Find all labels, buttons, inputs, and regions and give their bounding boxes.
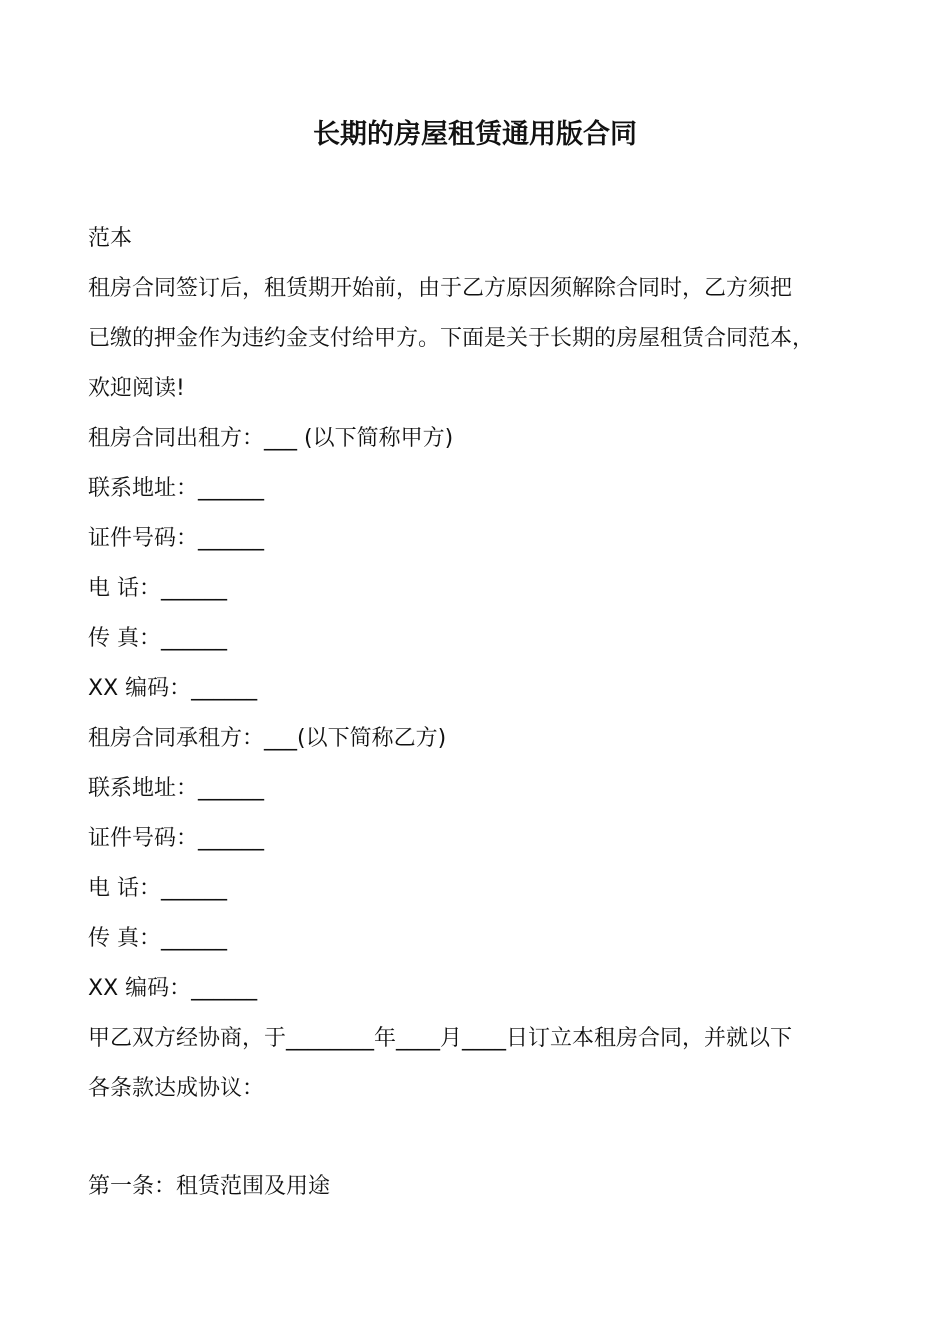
section-spacer bbox=[88, 1114, 878, 1162]
lessor-phone-field: 电 话：______ bbox=[88, 576, 227, 601]
lessor-id-field: 证件号码：______ bbox=[88, 526, 265, 551]
section-heading-article-1: 第一条：租赁范围及用途 bbox=[88, 1174, 331, 1199]
agreement-sentence-line-2: 各条款达成协议： bbox=[88, 1076, 265, 1101]
template-label: 范本 bbox=[88, 226, 133, 251]
lessee-fax-field: 传 真：______ bbox=[88, 926, 227, 951]
lessor-fax-field: 传 真：______ bbox=[88, 626, 227, 651]
intro-paragraph-line-3: 欢迎阅读! bbox=[88, 376, 185, 401]
lessee-phone-field: 电 话：______ bbox=[88, 876, 227, 901]
lessee-address-field: 联系地址：______ bbox=[88, 776, 265, 801]
lessor-address-field: 联系地址：______ bbox=[88, 476, 265, 501]
intro-paragraph-line-1: 租房合同签订后，租赁期开始前，由于乙方原因须解除合同时，乙方须把 bbox=[88, 276, 793, 301]
lessor-postcode-field: XX 编码：______ bbox=[88, 676, 258, 701]
lessor-field: 租房合同出租方：___ (以下简称甲方) bbox=[88, 426, 454, 451]
agreement-sentence-line-1: 甲乙双方经协商，于________年____月____日订立本租房合同，并就以下 bbox=[88, 1026, 793, 1051]
lessee-field: 租房合同承租方：___(以下简称乙方) bbox=[88, 726, 447, 751]
intro-paragraph-line-2: 已缴的押金作为违约金支付给甲方。下面是关于长期的房屋租赁合同范本， bbox=[88, 326, 815, 351]
document-body bbox=[88, 214, 878, 1212]
lessee-id-field: 证件号码：______ bbox=[88, 826, 265, 851]
document-title: 长期的房屋租赁通用版合同 bbox=[313, 119, 637, 150]
lessee-postcode-field: XX 编码：______ bbox=[88, 976, 258, 1001]
